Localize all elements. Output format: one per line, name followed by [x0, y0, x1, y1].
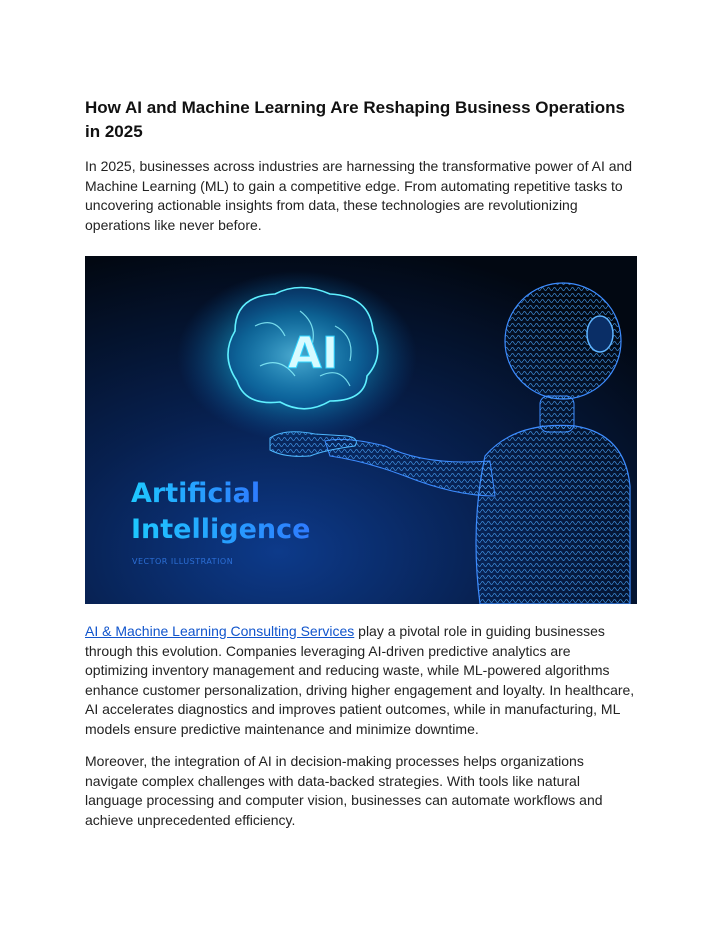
hero-caption: VECTOR ILLUSTRATION [132, 557, 234, 566]
hero-heading-line1: Artificial [131, 478, 261, 509]
consulting-services-link[interactable]: AI & Machine Learning Consulting Services [85, 623, 355, 639]
intro-paragraph: In 2025, businesses across industries are harnessing the transformative power of AI and Machine Learning (ML) to gain a competitive edge. From automating repetitive tasks to uncovering actionable insights from data, these technologies are revolutionizing operations like never before. [85, 158, 633, 233]
hero-image [85, 256, 637, 604]
article-title: How AI and Machine Learning Are Reshaping Business Operations in 2025 [85, 98, 626, 141]
consulting-paragraph [85, 622, 637, 739]
conclusion-paragraph: Moreover, the integration of AI in decision-making processes helps organizations navigate complex challenges with data-backed strategies. With tools like natural language processing and computer vision, businesses can automate workflows and achieve unprecedented efficiency. [85, 753, 603, 828]
brain-illustration [177, 271, 417, 441]
hero-heading-line2: Intelligence [131, 514, 311, 545]
brain-ai-label: AI [287, 328, 339, 379]
article [85, 96, 637, 830]
consulting-paragraph-text: play a pivotal role in guiding businesses through this evolution. Companies leveraging AI-driven predictive analytics are optimizing inventory management and reducing waste, while ML-powered algorithms enhance customer personalization, driving higher engagement and loyalty. In healthcare, AI accelerates diagnostics and improves patient outcomes, while in manufacturing, ML models ensure predictive maintenance and minimize downtime. [85, 623, 635, 737]
